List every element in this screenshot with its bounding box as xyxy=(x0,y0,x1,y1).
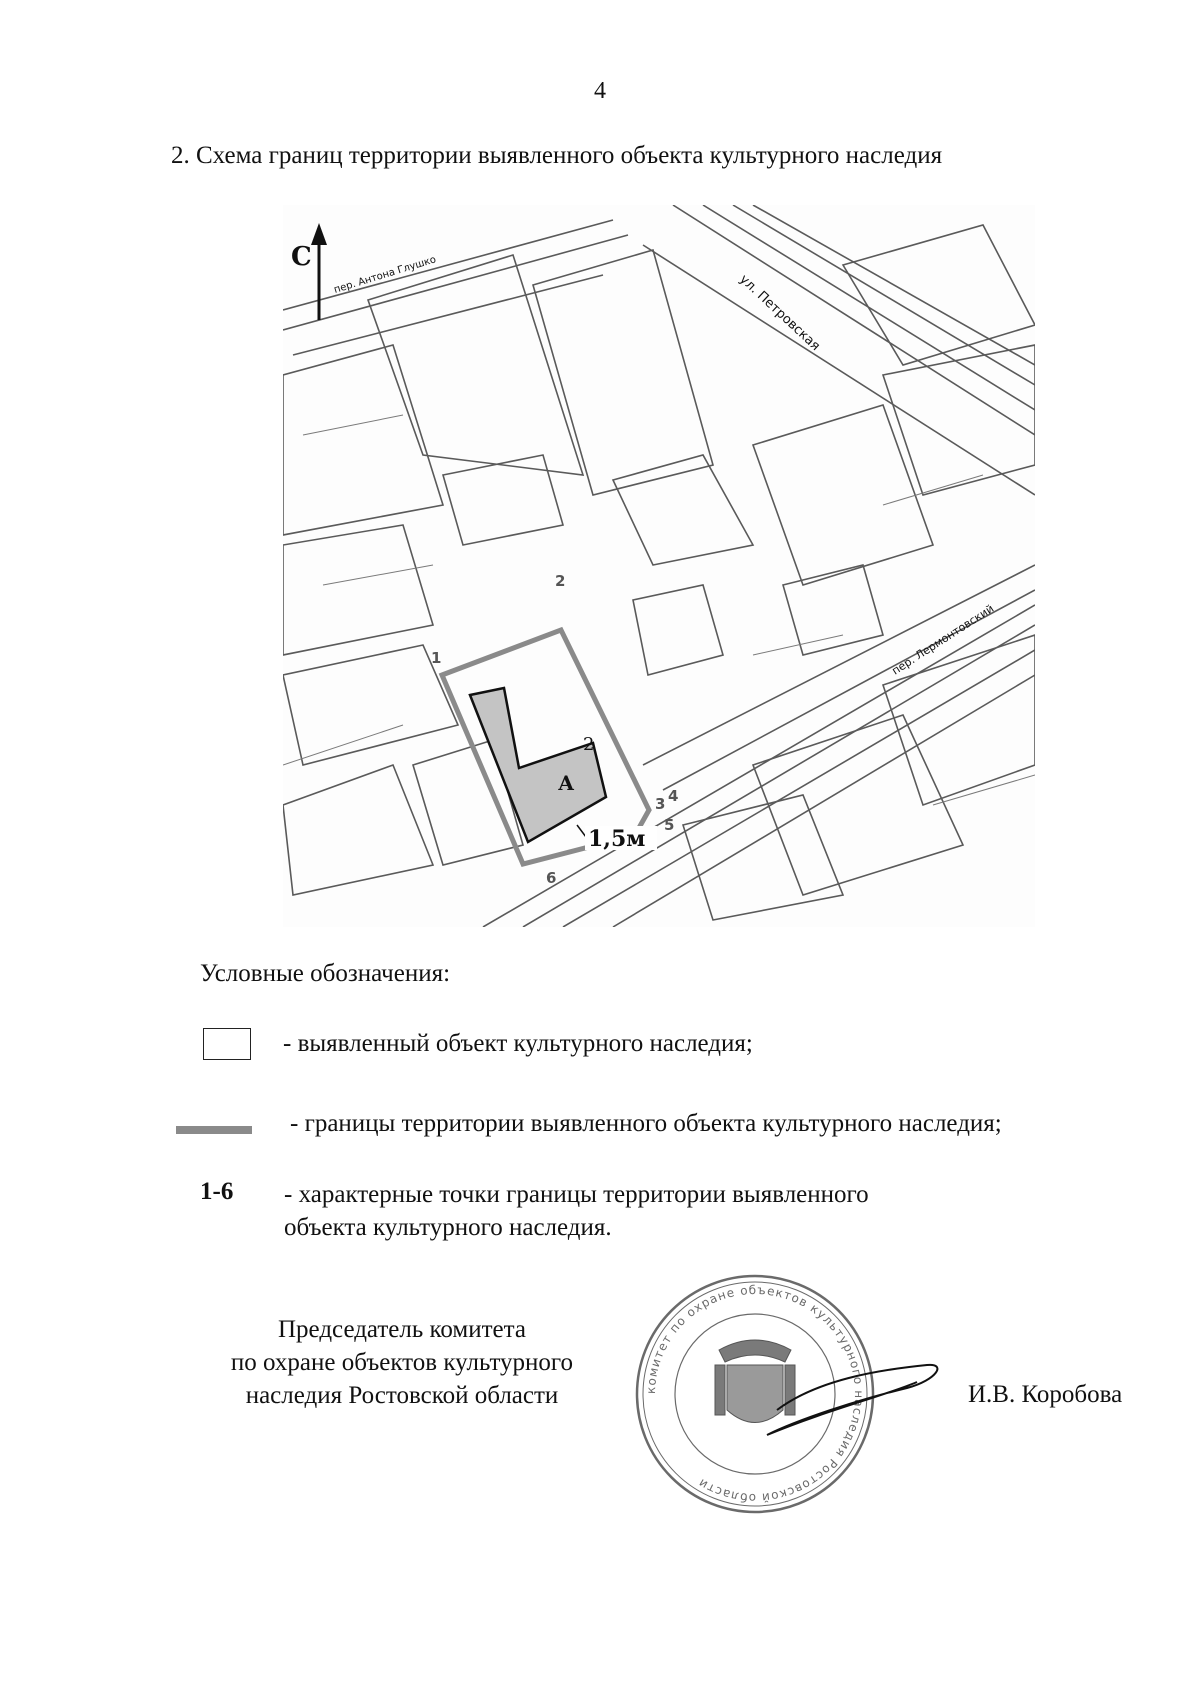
legend-boundary-symbol xyxy=(176,1126,252,1134)
coat-of-arms-icon xyxy=(715,1340,795,1423)
legend-points-desc-line1: - характерные точки границы территории выявленного xyxy=(284,1181,869,1208)
boundary-point-label: 5 xyxy=(664,816,675,834)
signatory-line-1: Председатель комитета xyxy=(278,1316,526,1343)
boundary-point-label: 6 xyxy=(546,869,557,887)
street-label-lermontovsky: пер. Лермонтовский xyxy=(889,601,997,678)
boundary-point-label: 2 xyxy=(555,572,566,590)
building-number: 2 xyxy=(583,734,595,755)
signatory-name: И.В. Коробова xyxy=(968,1381,1123,1408)
distance-label: 1,5м xyxy=(588,826,646,852)
site-map xyxy=(283,205,1035,927)
boundary-point-label: 4 xyxy=(668,787,679,805)
page-number: 4 xyxy=(594,78,606,104)
signatory-line-3: наследия Ростовской области xyxy=(245,1382,559,1409)
map-background xyxy=(283,205,1035,927)
legend-title: Условные обозначения: xyxy=(200,960,451,987)
legend-points-description xyxy=(284,1178,984,1244)
signatory-position xyxy=(192,1313,612,1412)
stamp-text: комитет по охране объектов культурного наследия Ростовской области xyxy=(643,1282,867,1506)
boundary-point-label: 3 xyxy=(655,795,666,813)
building-label: А xyxy=(558,771,575,795)
section-title: 2. Схема границ территории выявленного объекта культурного наследия xyxy=(171,142,943,169)
street-label-petrovskaya: ул. Петровская xyxy=(736,271,823,355)
signatory-line-2: по охране объектов культурного xyxy=(230,1349,574,1376)
official-stamp xyxy=(627,1270,943,1518)
legend-object-symbol xyxy=(203,1028,251,1060)
legend-points-key: 1-6 xyxy=(200,1178,234,1205)
legend-object-text: - выявленный объект культурного наследия; xyxy=(283,1030,753,1057)
boundary-point-label: 1 xyxy=(431,649,442,667)
street-label-glushko: пер. Антона Глушко xyxy=(332,254,438,296)
north-label: С xyxy=(291,242,312,272)
legend-boundary-text: - границы территории выявленного объекта культурного наследия; xyxy=(290,1110,1002,1137)
legend-points-desc-line2: объекта культурного наследия. xyxy=(284,1214,612,1241)
